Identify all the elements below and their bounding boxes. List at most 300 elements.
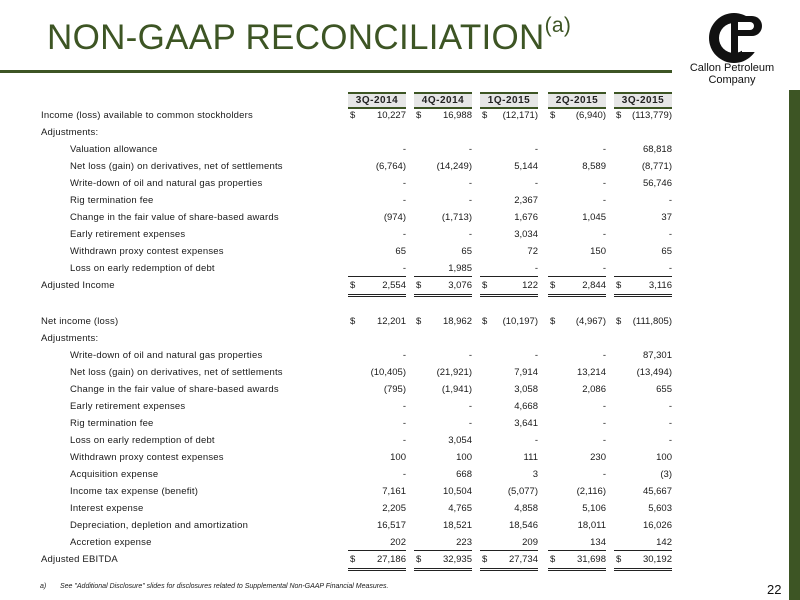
cell-value: (10,405) [370, 367, 406, 378]
value-cell [614, 195, 672, 212]
cell-value: - [468, 418, 472, 429]
value-cell [480, 350, 538, 367]
value-cell [414, 367, 472, 384]
table-row [0, 195, 800, 212]
value-cell [614, 333, 672, 350]
cell-value: 5,106 [582, 503, 606, 514]
value-cell [480, 280, 538, 297]
subtotal-rule [548, 276, 606, 277]
cell-value: 655 [656, 384, 672, 395]
table-row [0, 127, 800, 144]
currency-symbol: $ [482, 316, 488, 327]
currency-symbol: $ [482, 110, 488, 121]
value-cell [414, 333, 472, 350]
total-double-rule [480, 568, 538, 571]
value-cell [614, 469, 672, 486]
value-cell [480, 161, 538, 178]
table-row [0, 452, 800, 469]
subtotal-rule [348, 550, 406, 551]
row-label: Early retirement expenses [70, 401, 186, 412]
value-cell [348, 469, 406, 486]
cell-value: 100 [390, 452, 406, 463]
cell-value: (111,805) [632, 316, 672, 327]
value-cell [480, 469, 538, 486]
cell-value: - [668, 229, 672, 240]
cell-value: (2,116) [576, 486, 606, 497]
subtotal-rule [414, 276, 472, 277]
value-cell [548, 229, 606, 246]
table-row [0, 503, 800, 520]
cell-value: 72 [527, 246, 538, 257]
cell-value: 3,034 [514, 229, 538, 240]
row-label: Withdrawn proxy contest expenses [70, 246, 224, 257]
value-cell [348, 350, 406, 367]
value-cell [414, 161, 472, 178]
value-cell [480, 401, 538, 418]
value-cell [614, 178, 672, 195]
page-title: NON-GAAP RECONCILIATION$^{(a)}$ [47, 14, 572, 57]
cell-value: 87,301 [642, 350, 672, 361]
cell-value: 37 [661, 212, 672, 223]
row-label: Early retirement expenses [70, 229, 186, 240]
value-cell [614, 486, 672, 503]
value-cell [548, 212, 606, 229]
value-cell [480, 229, 538, 246]
cell-value: 68,818 [642, 144, 672, 155]
value-cell [480, 554, 538, 571]
cell-value: - [402, 350, 406, 361]
row-label: Adjustments: [41, 127, 99, 138]
cell-value: 16,988 [442, 110, 472, 121]
value-cell [614, 316, 672, 333]
cell-value: 16,026 [642, 520, 672, 531]
value-cell [348, 280, 406, 297]
value-cell [614, 435, 672, 452]
cell-value: 223 [456, 537, 472, 548]
cell-value: 122 [522, 280, 538, 291]
row-label: Valuation allowance [70, 144, 158, 155]
cell-value: 16,517 [376, 520, 406, 531]
company-name-line2: Company [708, 74, 756, 86]
row-label: Change in the fair value of share-based awards [70, 212, 279, 223]
cell-value: 5,144 [514, 161, 538, 172]
row-label: Loss on early redemption of debt [70, 263, 215, 274]
value-cell [480, 212, 538, 229]
table-row [0, 486, 800, 503]
cell-value: 202 [390, 537, 406, 548]
table-row [0, 229, 800, 246]
table-row [0, 316, 800, 333]
currency-symbol: $ [550, 280, 556, 291]
value-cell [548, 418, 606, 435]
cell-value: 1,676 [514, 212, 538, 223]
cell-value: - [402, 435, 406, 446]
footnote-text: See "Additional Disclosure" slides for disclosures related to Supplemental Non-GAAP Financial Measures. [60, 583, 389, 590]
value-cell [414, 229, 472, 246]
table-row [0, 401, 800, 418]
value-cell [348, 246, 406, 263]
subtotal-rule [614, 276, 672, 277]
cell-value: - [602, 195, 606, 206]
cell-value: - [468, 229, 472, 240]
value-cell [480, 246, 538, 263]
total-double-rule [414, 568, 472, 571]
value-cell [348, 367, 406, 384]
cell-value: (974) [383, 212, 406, 223]
value-cell [348, 229, 406, 246]
value-cell [548, 469, 606, 486]
value-cell [480, 452, 538, 469]
value-cell [348, 503, 406, 520]
value-cell [348, 452, 406, 469]
cell-value: 27,186 [376, 554, 406, 565]
cell-value: (795) [383, 384, 406, 395]
subtotal-rule [414, 550, 472, 551]
subtotal-rule [348, 276, 406, 277]
cell-value: 4,765 [448, 503, 472, 514]
value-cell [348, 178, 406, 195]
value-cell [548, 110, 606, 127]
cell-value: - [468, 178, 472, 189]
cell-value: - [402, 195, 406, 206]
value-cell [348, 263, 406, 280]
total-row [0, 554, 800, 571]
cell-value: 30,192 [642, 554, 672, 565]
cell-value: - [402, 263, 406, 274]
currency-symbol: $ [416, 280, 422, 291]
cell-value: (113,779) [632, 110, 672, 121]
row-label: Net loss (gain) on derivatives, net of settlements [70, 161, 283, 172]
cell-value: - [602, 469, 606, 480]
cell-value: - [534, 350, 538, 361]
value-cell [348, 520, 406, 537]
table-row [0, 144, 800, 161]
row-label: Interest expense [70, 503, 144, 514]
value-cell [614, 452, 672, 469]
value-cell [414, 280, 472, 297]
company-name-line1: Callon Petroleum [689, 62, 775, 74]
cell-value: - [602, 418, 606, 429]
cell-value: - [468, 144, 472, 155]
table-row [0, 435, 800, 452]
cell-value: 18,546 [508, 520, 538, 531]
cell-value: 3 [532, 469, 538, 480]
value-cell [348, 212, 406, 229]
total-row [0, 280, 800, 297]
value-cell [414, 520, 472, 537]
value-cell [480, 367, 538, 384]
value-cell [348, 195, 406, 212]
title-footnote-marker: (a) [544, 14, 572, 37]
cell-value: - [402, 178, 406, 189]
value-cell [348, 486, 406, 503]
cell-value: - [402, 469, 406, 480]
value-cell [548, 263, 606, 280]
row-label: Net income (loss) [41, 316, 119, 327]
total-double-rule [614, 568, 672, 571]
subtotal-rule [614, 550, 672, 551]
row-label: Accretion expense [70, 537, 152, 548]
value-cell [614, 520, 672, 537]
value-cell [548, 280, 606, 297]
currency-symbol: $ [550, 110, 556, 121]
cell-value: - [534, 263, 538, 274]
currency-symbol: $ [350, 316, 356, 327]
cell-value: - [668, 195, 672, 206]
value-cell [480, 435, 538, 452]
cell-value: 4,858 [514, 503, 538, 514]
table-row [0, 418, 800, 435]
value-cell [414, 110, 472, 127]
subtotal-rule [480, 276, 538, 277]
value-cell [548, 161, 606, 178]
value-cell [480, 418, 538, 435]
cell-value: 18,962 [442, 316, 472, 327]
value-cell [348, 401, 406, 418]
cell-value: 209 [522, 537, 538, 548]
cell-value: - [668, 401, 672, 412]
cell-value: (14,249) [436, 161, 472, 172]
value-cell [614, 263, 672, 280]
value-cell [348, 127, 406, 144]
value-cell [480, 127, 538, 144]
row-label: Adjustments: [41, 333, 99, 344]
cell-value: - [668, 263, 672, 274]
value-cell [548, 503, 606, 520]
column-header: 3Q-2015 [614, 92, 672, 109]
total-double-rule [348, 294, 406, 297]
table-row [0, 161, 800, 178]
table-row [0, 110, 800, 127]
value-cell [614, 537, 672, 554]
value-cell [548, 401, 606, 418]
cell-value: (10,197) [502, 316, 538, 327]
cell-value: 2,554 [382, 280, 406, 291]
value-cell [614, 212, 672, 229]
value-cell [614, 384, 672, 401]
cell-value: (3) [660, 469, 672, 480]
cell-value: 150 [590, 246, 606, 257]
cell-value: 668 [456, 469, 472, 480]
cell-value: 142 [656, 537, 672, 548]
value-cell [614, 229, 672, 246]
currency-symbol: $ [350, 110, 356, 121]
currency-symbol: $ [482, 280, 488, 291]
cell-value: 56,746 [642, 178, 672, 189]
table-row [0, 246, 800, 263]
value-cell [548, 520, 606, 537]
value-cell [614, 127, 672, 144]
currency-symbol: $ [616, 316, 622, 327]
value-cell [414, 469, 472, 486]
value-cell [548, 384, 606, 401]
cell-value: 27,734 [508, 554, 538, 565]
currency-symbol: $ [350, 280, 356, 291]
total-double-rule [548, 294, 606, 297]
cell-value: 18,011 [577, 520, 606, 531]
cell-value: 7,161 [382, 486, 406, 497]
row-label: Depreciation, depletion and amortization [70, 520, 249, 531]
row-label: Net loss (gain) on derivatives, net of settlements [70, 367, 283, 378]
table-row [0, 469, 800, 486]
value-cell [414, 212, 472, 229]
cell-value: - [534, 435, 538, 446]
value-cell [348, 316, 406, 333]
footnote [40, 583, 388, 590]
value-cell [480, 537, 538, 554]
value-cell [348, 384, 406, 401]
row-label: Rig termination fee [70, 195, 154, 206]
cell-value: - [402, 418, 406, 429]
value-cell [414, 503, 472, 520]
cell-value: 100 [656, 452, 672, 463]
cell-value: - [534, 144, 538, 155]
cell-value: 4,668 [514, 401, 538, 412]
value-cell [614, 418, 672, 435]
value-cell [614, 401, 672, 418]
cell-value: (1,941) [441, 384, 472, 395]
row-label: Income tax expense (benefit) [70, 486, 199, 497]
value-cell [348, 537, 406, 554]
cell-value: 13,214 [576, 367, 606, 378]
cell-value: 111 [523, 452, 538, 463]
page-number: 22 [767, 582, 782, 597]
cell-value: - [402, 144, 406, 155]
cell-value: 65 [395, 246, 406, 257]
value-cell [614, 503, 672, 520]
currency-symbol: $ [550, 554, 556, 565]
value-cell [480, 316, 538, 333]
company-name [672, 62, 792, 86]
cell-value: 1,045 [582, 212, 606, 223]
value-cell [348, 110, 406, 127]
cell-value: - [668, 435, 672, 446]
value-cell [548, 316, 606, 333]
cell-value: 230 [590, 452, 606, 463]
value-cell [548, 537, 606, 554]
row-label: Rig termination fee [70, 418, 154, 429]
value-cell [480, 520, 538, 537]
value-cell [548, 144, 606, 161]
row-label: Acquisition expense [70, 469, 159, 480]
currency-symbol: $ [416, 554, 422, 565]
value-cell [414, 178, 472, 195]
cell-value: 2,367 [514, 195, 538, 206]
cell-value: 3,076 [448, 280, 472, 291]
value-cell [414, 486, 472, 503]
cell-value: - [602, 144, 606, 155]
value-cell [614, 554, 672, 571]
cell-value: 3,054 [448, 435, 472, 446]
footnote-marker: a) [40, 583, 47, 590]
currency-symbol: $ [550, 316, 556, 327]
value-cell [414, 350, 472, 367]
cell-value: - [602, 350, 606, 361]
cell-value: 3,058 [514, 384, 538, 395]
currency-symbol: $ [482, 554, 488, 565]
value-cell [348, 333, 406, 350]
value-cell [414, 554, 472, 571]
cell-value: 18,521 [442, 520, 472, 531]
column-header: 4Q-2014 [414, 92, 472, 109]
value-cell [348, 161, 406, 178]
column-header: 2Q-2015 [548, 92, 606, 109]
cell-value: (1,713) [441, 212, 472, 223]
table-row [0, 263, 800, 280]
table-row [0, 350, 800, 367]
value-cell [548, 452, 606, 469]
cell-value: - [668, 418, 672, 429]
cell-value: - [602, 178, 606, 189]
cell-value: (13,494) [636, 367, 672, 378]
cell-value: 31,698 [576, 554, 606, 565]
value-cell [414, 452, 472, 469]
value-cell [348, 435, 406, 452]
value-cell [548, 178, 606, 195]
value-cell [414, 435, 472, 452]
row-label: Write-down of oil and natural gas properties [70, 178, 263, 189]
cell-value: - [468, 195, 472, 206]
cell-value: 1,985 [448, 263, 472, 274]
cell-value: 3,641 [514, 418, 538, 429]
value-cell [414, 144, 472, 161]
row-label: Adjusted Income [41, 280, 115, 291]
value-cell [414, 127, 472, 144]
value-cell [614, 246, 672, 263]
value-cell [548, 435, 606, 452]
value-cell [480, 486, 538, 503]
cell-value: - [468, 350, 472, 361]
value-cell [414, 316, 472, 333]
table-row [0, 520, 800, 537]
cell-value: 2,844 [582, 280, 606, 291]
cell-value: - [534, 178, 538, 189]
cell-value: 10,504 [442, 486, 472, 497]
cell-value: (21,921) [436, 367, 472, 378]
cell-value: 5,603 [648, 503, 672, 514]
value-cell [480, 195, 538, 212]
cell-value: (5,077) [507, 486, 538, 497]
table-row [0, 367, 800, 384]
value-cell [614, 350, 672, 367]
title-divider [0, 70, 672, 73]
cell-value: (6,764) [375, 161, 406, 172]
cell-value: (6,940) [575, 110, 606, 121]
value-cell [614, 161, 672, 178]
value-cell [414, 263, 472, 280]
cell-value: 3,116 [648, 280, 672, 291]
value-cell [480, 503, 538, 520]
value-cell [614, 367, 672, 384]
cell-value: 100 [456, 452, 472, 463]
value-cell [480, 178, 538, 195]
total-double-rule [548, 568, 606, 571]
cell-value: 7,914 [514, 367, 538, 378]
cell-value: - [602, 229, 606, 240]
value-cell [614, 110, 672, 127]
cell-value: (4,967) [575, 316, 606, 327]
cell-value: 134 [590, 537, 606, 548]
value-cell [480, 110, 538, 127]
value-cell [480, 384, 538, 401]
value-cell [480, 333, 538, 350]
table-row [0, 212, 800, 229]
total-double-rule [480, 294, 538, 297]
row-label: Write-down of oil and natural gas properties [70, 350, 263, 361]
currency-symbol: $ [416, 316, 422, 327]
value-cell [348, 144, 406, 161]
cell-value: 65 [661, 246, 672, 257]
